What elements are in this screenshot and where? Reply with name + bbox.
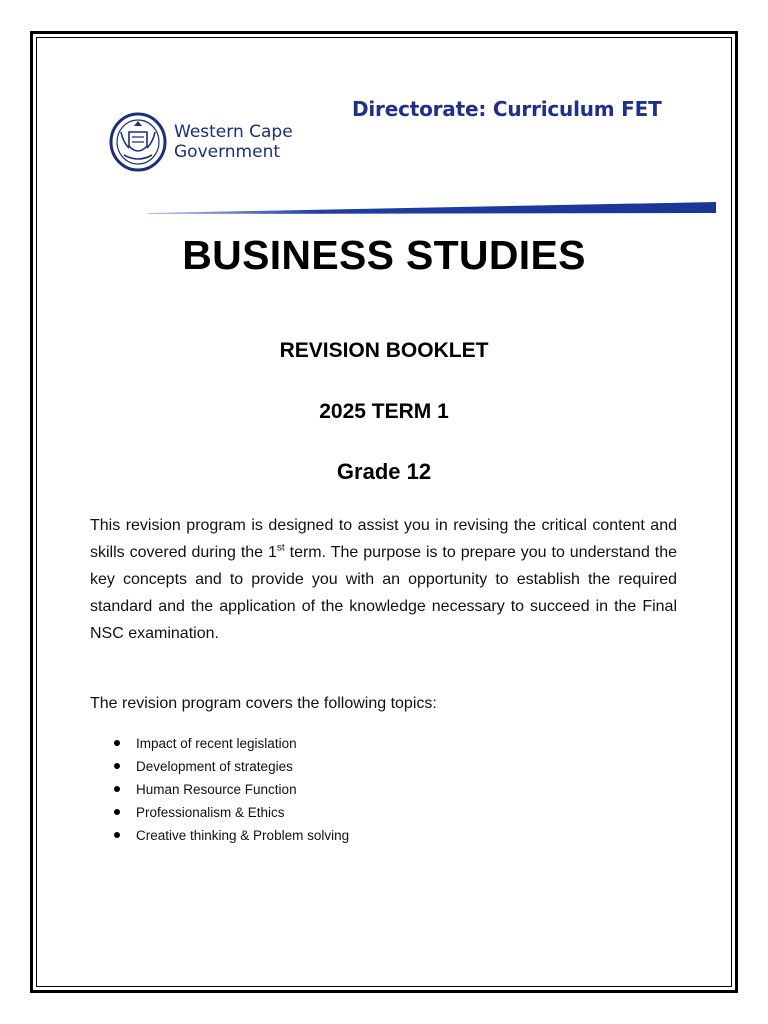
logo-line-2: Government — [174, 142, 281, 162]
booklet-subtitle: REVISION BOOKLET — [279, 339, 489, 362]
list-item — [112, 801, 349, 824]
bullet-icon — [114, 740, 120, 746]
coat-of-arms-icon — [108, 108, 170, 174]
bullet-icon — [114, 763, 120, 769]
document-title: BUSINESS STUDIES — [182, 232, 586, 278]
topic-label: Human Resource Function — [136, 782, 297, 797]
grade-subtitle: Grade 12 — [336, 459, 432, 484]
intro-superscript: st — [276, 542, 285, 554]
header-rule — [148, 200, 716, 216]
list-item — [112, 732, 349, 755]
topic-label: Impact of recent legislation — [136, 736, 297, 751]
intro-text-1: This revision program is designed to assist you in revising the critical content and skills covered during the 1 — [90, 517, 677, 561]
western-cape-logo — [108, 108, 318, 178]
logo-wordmark — [174, 122, 293, 162]
intro-text-2: term. The purpose is to prepare you to understand the key concepts and to provide you with an opportunity to establish the required standard and the application of the knowledge necessary to succeed in the Final NSC examination. — [90, 544, 678, 642]
list-item — [112, 824, 349, 847]
list-item — [112, 755, 349, 778]
bullet-icon — [114, 786, 120, 792]
topics-intro: The revision program covers the following topics: — [90, 695, 437, 712]
intro-paragraph — [90, 512, 677, 647]
bullet-icon — [114, 832, 120, 838]
directorate-heading: Directorate: Curriculum FET — [352, 97, 662, 121]
topic-label: Creative thinking & Problem solving — [136, 828, 350, 843]
list-item — [112, 778, 349, 801]
term-subtitle: 2025 TERM 1 — [319, 400, 449, 423]
topics-list — [112, 732, 349, 847]
logo-line-1: Western Cape — [174, 122, 293, 142]
topic-label: Professionalism & Ethics — [136, 805, 285, 820]
bullet-icon — [114, 809, 120, 815]
topic-label: Development of strategies — [136, 759, 293, 774]
